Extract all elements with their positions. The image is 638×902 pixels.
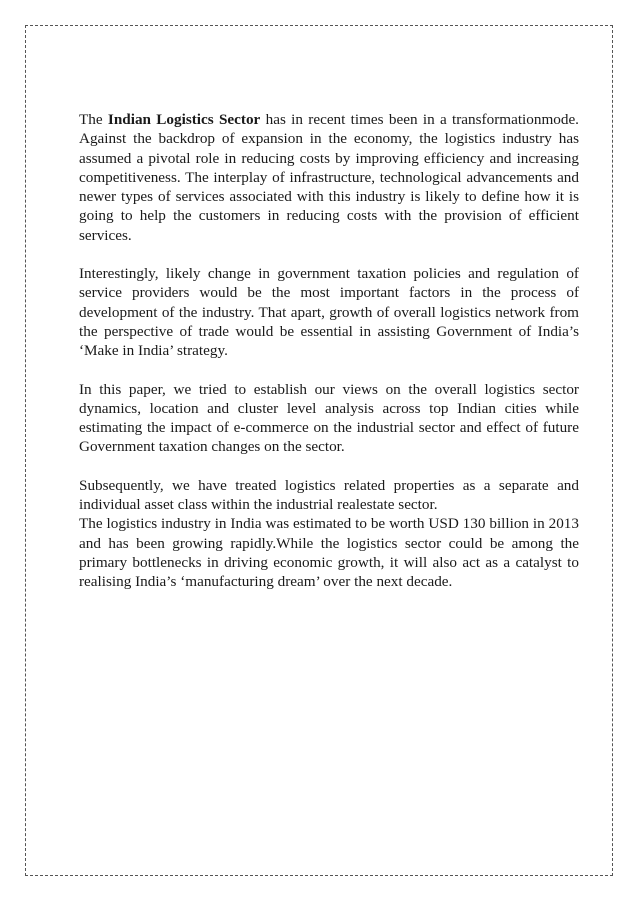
paragraph-taxation: Interestingly, likely change in government taxation policies and regulation of service providers would be the most important factors in the process of development of the industry. That apart, growth of overall logistics network from the perspective of trade would be essential in assisting Government of India’s ‘Make in India’ strategy. [79, 265, 579, 360]
paragraph-paper-scope: In this paper, we tried to establish our views on the overall logistics sector dynamics, location and cluster level analysis across top Indian cities while estimating the impact of e-commerce on the industrial sector and effect of future Government taxation changes on the sector. [79, 380, 579, 456]
document-body [79, 110, 579, 611]
paragraph-intro [79, 110, 579, 245]
intro-emphasis: Indian Logistics Sector [107, 111, 261, 128]
intro-lead: The [79, 111, 108, 128]
paragraph-asset-class: Subsequently, we have treated logistics related properties as a separate and individual asset class within the industrial realestate sector. [79, 476, 579, 514]
paragraph-industry-size: The logistics industry in India was estimated to be worth USD 130 billion in 2013 and has been growing rapidly.While the logistics sector could be among the primary bottlenecks in driving economic growth, it will also act as a catalyst to realising India’s ‘manufacturing dream’ over the next decade. [79, 515, 579, 591]
intro-rest: has in recent times been in a transformationmode. Against the backdrop of expansion in the economy, the logistics industry has assumed a pivotal role in reducing costs by improving efficiency and increasing competitiveness. The interplay of infrastructure, technological advancements and newer types of services associated with this industry is likely to define how it is going to help the customers in reducing costs with the provision of efficient services. [79, 111, 579, 244]
